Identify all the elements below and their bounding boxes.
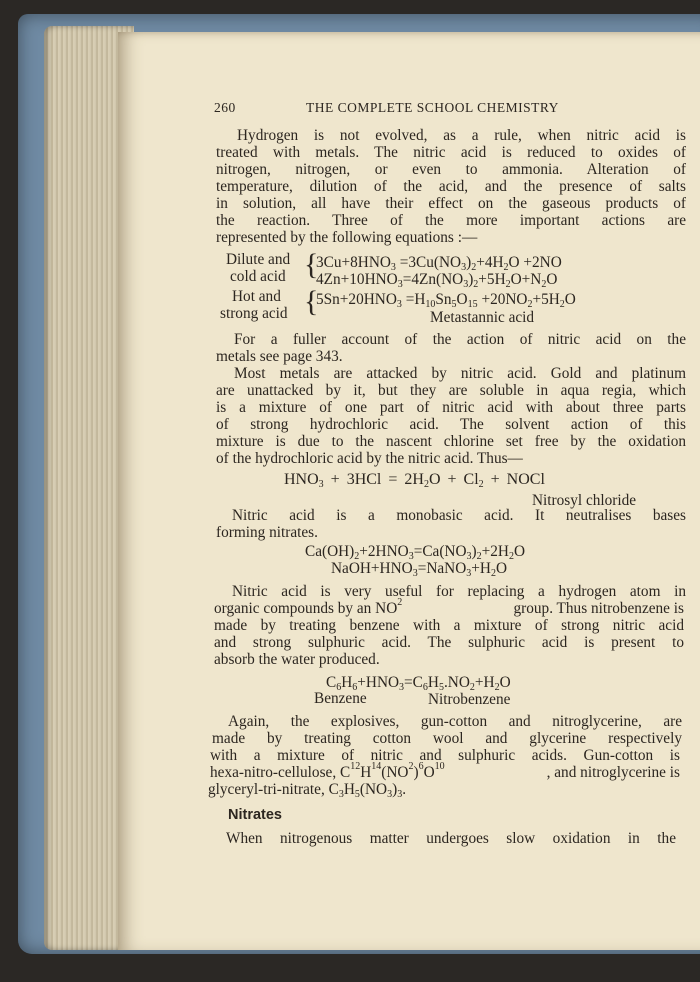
equation-aqua-regia: $HNO_3 + 3HCl = 2H_2O + Cl_2$ + NOCl — [284, 471, 545, 490]
para6-line: made by treating cotton wool and glycerine respectively — [212, 730, 682, 747]
para2-line: For a fuller account of the action of nitric acid on the — [234, 331, 686, 348]
label-dilute: Dilute and — [226, 251, 291, 268]
para1-line: represented by the following equations :— — [216, 229, 478, 246]
equation-sn: $5Sn+20HNO_3 =H_{10}Sn_5O_{15} +20NO_2+5H_2O$ — [316, 291, 576, 310]
para1-line: temperature, dilution of the acid, and the presence of salts — [216, 178, 686, 195]
equation-naoh: $NaOH+HNO_3=NaNO_3+H_2O$ — [331, 560, 508, 579]
para5-line: and strong sulphuric acid. The sulphuric acid is present to — [214, 634, 684, 651]
brace-icon: { — [304, 248, 319, 281]
para3-line: is a mixture of one part of nitric acid with about three parts — [216, 399, 686, 416]
section-heading: Nitrates — [228, 807, 282, 823]
benzene-label: Benzene — [314, 690, 367, 707]
para1-line: in solution, all have their effect on the gaseous products of — [216, 195, 686, 212]
para6-line: Again, the explosives, gun-cotton and nitroglycerine, are — [228, 713, 682, 730]
para7-line: When nitrogenous matter undergoes slow oxidation in the — [226, 830, 676, 847]
para5-line: Nitric acid is very useful for replacing a hydrogen atom in — [232, 583, 686, 600]
para3-line: mixture is due to the nascent chlorine set free by the oxidation — [216, 433, 686, 450]
label-hot: Hot and — [232, 288, 281, 305]
running-title: THE COMPLETE SCHOOL CHEMISTRY — [306, 100, 559, 115]
label-strong: strong acid — [220, 305, 288, 322]
para4-line: forming nitrates. — [216, 524, 318, 541]
para1-line: nitrogen, nitrogen, or even to ammonia. Alteration of — [216, 161, 686, 178]
equation-zn: $4Zn+10HNO_3=4Zn(NO_3)_2+5H_2O+N_2O$ — [316, 271, 558, 290]
para6-line: hexa-nitro-cellulose, C 12 H 14 (NO 2 ) 6 O 10 , and nitroglycerine is — [210, 761, 680, 781]
para3-line: are unattacked by it, but they are soluble in aqua regia, which — [216, 382, 686, 399]
para3-line: of the hydrochloric acid by the nitric acid. Thus— — [216, 450, 523, 467]
label-cold: cold acid — [230, 268, 286, 285]
para3-line: of strong hydrochloric acid. The solvent action of this — [216, 416, 686, 433]
nitrosyl-label: Nitrosyl chloride — [532, 492, 637, 509]
para1-line: treated with metals. The nitric acid is reduced to oxides of — [216, 144, 686, 161]
para1-line: Hydrogen is not evolved, as a rule, when nitric acid is — [237, 127, 686, 144]
para4-line: Nitric acid is a monobasic acid. It neutralises bases — [232, 507, 686, 524]
para5-line: organic compounds by an NO 2 group. Thus nitrobenzene is — [214, 597, 684, 617]
equation-nitrobenzene: $C_6H_6+HNO_3=C_6H_5.NO_2+H_2O$ — [326, 674, 511, 693]
para1-line: the reaction. Three of the more important actions are — [216, 212, 686, 229]
para5-line: absorb the water produced. — [214, 651, 380, 668]
metastannic-label: Metastannic acid — [430, 309, 535, 326]
para6-line: with a mixture of nitric and sulphuric acids. Gun-cotton is — [210, 747, 680, 764]
brace-icon: { — [304, 285, 319, 318]
equation-caoh: $Ca(OH)_2+2HNO_3=Ca(NO_3)_2+2H_2O$ — [305, 543, 526, 562]
equation-cu: $3Cu+8HNO_3 =3Cu(NO_3)_2+4H_2O +2NO$ — [316, 254, 562, 273]
page-number: 260 — [214, 100, 236, 115]
nitrobenzene-label: Nitrobenzene — [428, 691, 511, 708]
para5-line: made by treating benzene with a mixture of strong nitric acid — [214, 617, 684, 634]
para2-line: metals see page 343. — [216, 348, 343, 365]
para3-line: Most metals are attacked by nitric acid. Gold and platinum — [234, 365, 686, 382]
para6-line: glyceryl-tri-nitrate, $C_3H_5(NO_3)_3$. — [208, 781, 407, 800]
